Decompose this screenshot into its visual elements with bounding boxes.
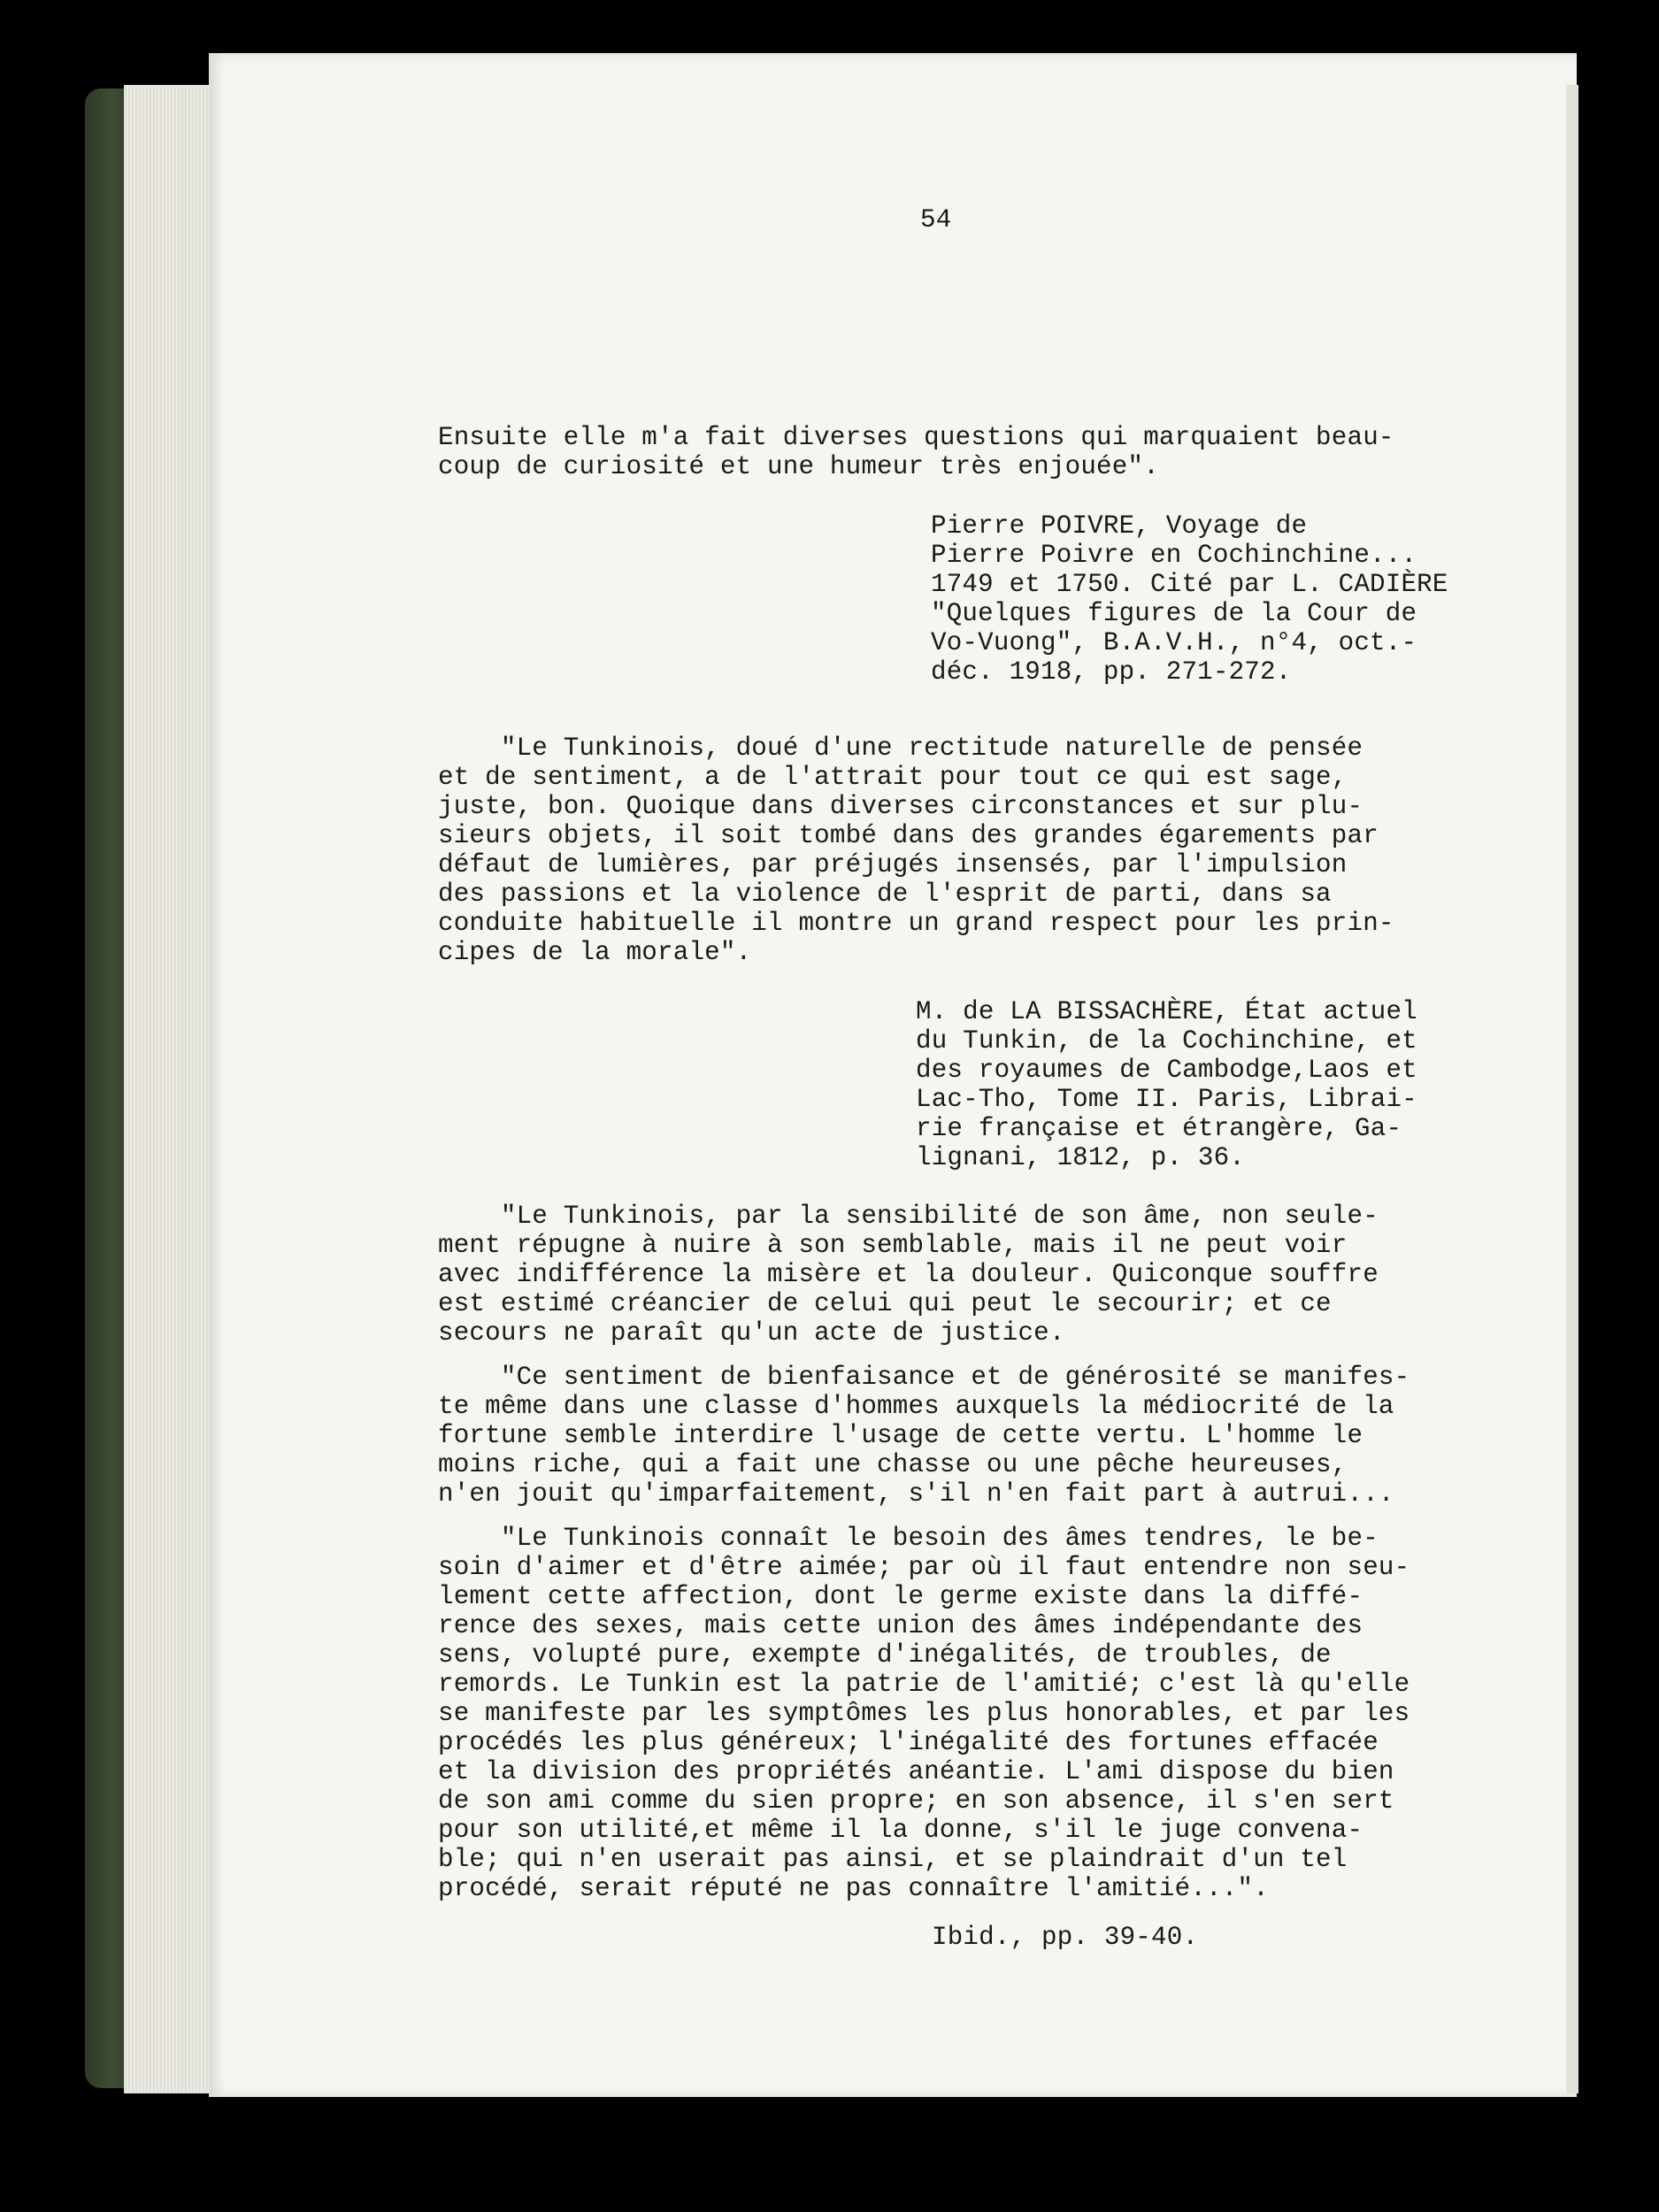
citation-line: déc. 1918, pp. 271-272. [931,657,1292,687]
paragraph-line: Ensuite elle m'a fait diverses questions qui marquaient beau- [438,423,1394,452]
page-number: 54 [920,205,952,234]
quote-line: ble; qui n'en userait pas ainsi, et se plaindrait d'un tel [438,1845,1348,1874]
quote-line: fortune semble interdire l'usage de cette vertu. L'homme le [438,1421,1363,1450]
quote-line: procédé, serait réputé ne pas connaître l'amitié...". [438,1874,1269,1903]
page-edges [124,85,212,2093]
citation-ibid: Ibid., pp. 39-40. [932,1923,1199,1952]
quote-line: ment répugne à nuire à son semblable, mais il ne peut voir [438,1231,1348,1260]
quote-line: soin d'aimer et d'être aimée; par où il faut entendre non seu- [438,1553,1410,1582]
citation-line: du Tunkin, de la Cochinchine, et [916,1026,1417,1056]
citation-line [931,511,1307,541]
quote-line: n'en jouit qu'imparfaitement, s'il n'en fait part à autrui... [438,1479,1394,1509]
quote-line: sieurs objets, il soit tombé dans des grandes égarements par [438,821,1379,850]
citation-author: Pierre POIVRE, Voyage de [931,511,1308,541]
quote-line: des passions et la violence de l'esprit de parti, dans sa [438,879,1332,909]
quote-line: remords. Le Tunkin est la patrie de l'amitié; c'est là qu'elle [438,1670,1410,1699]
citation-line: Lac-Tho, Tome II. Paris, Librai- [916,1085,1417,1114]
quote-line: de son ami comme du sien propre; en son absence, il s'en sert [438,1786,1394,1816]
citation-line: des royaumes de Cambodge,Laos et [916,1056,1417,1085]
quote-line: secours ne paraît qu'un acte de justice. [438,1318,1065,1348]
quote-line: procédés les plus généreux; l'inégalité des fortunes effacée [438,1728,1379,1757]
page-right-edge [1566,85,1578,2093]
quote-line: te même dans une classe d'hommes auxquels la médiocrité de la [438,1392,1394,1421]
quote-line: et de sentiment, a de l'attrait pour tout ce qui est sage, [438,763,1348,792]
quote-line: "Le Tunkinois, par la sensibilité de son âme, non seule- [438,1202,1379,1231]
quote-line: lement cette affection, dont le germe existe dans la diffé- [438,1582,1363,1611]
citation-line: "Quelques figures de la Cour de [931,599,1417,628]
quote-line: juste, bon. Quoique dans diverses circonstances et sur plu- [438,792,1363,821]
citation-line: Vo-Vuong", B.A.V.H., n°4, oct.- [931,628,1417,657]
citation-line: lignani, 1812, p. 36. [916,1143,1246,1172]
quote-line: conduite habituelle il montre un grand respect pour les prin- [438,909,1394,938]
quote-line: est estimé créancier de celui qui peut le secourir; et ce [438,1289,1332,1318]
citation-line: rie française et étrangère, Ga- [916,1114,1402,1143]
quote-line: "Le Tunkinois, doué d'une rectitude naturelle de pensée [438,733,1363,763]
quote-line: cipes de la morale". [438,938,752,967]
quote-line: avec indifférence la misère et la douleur. Quiconque souffre [438,1260,1379,1289]
quote-line: "Le Tunkinois connaît le besoin des âmes tendres, le be- [438,1524,1379,1553]
quote-line: se manifeste par les symptômes les plus honorables, et par les [438,1699,1410,1728]
quote-line: moins riche, qui a fait une chasse ou une pêche heureuses, [438,1450,1348,1479]
citation-line: M. de LA BISSACHÈRE, État actuel [916,997,1417,1026]
citation-line: Pierre Poivre en Cochinchine... [931,541,1417,570]
quote-line: et la division des propriétés anéantie. L'ami dispose du bien [438,1757,1394,1786]
quote-line: sens, volupté pure, exempte d'inégalités, de troubles, de [438,1640,1332,1670]
paragraph-line: coup de curiosité et une humeur très enjouée". [438,452,1159,481]
quote-line: "Ce sentiment de bienfaisance et de générosité se manifes- [438,1363,1410,1392]
quote-line: défaut de lumières, par préjugés insensés, par l'impulsion [438,850,1348,879]
quote-line: rence des sexes, mais cette union des âmes indépendante des [438,1611,1363,1640]
citation-line: 1749 et 1750. Cité par L. CADIÈRE [931,570,1448,599]
quote-line: pour son utilité,et même il la donne, s'il le juge convena- [438,1816,1363,1845]
